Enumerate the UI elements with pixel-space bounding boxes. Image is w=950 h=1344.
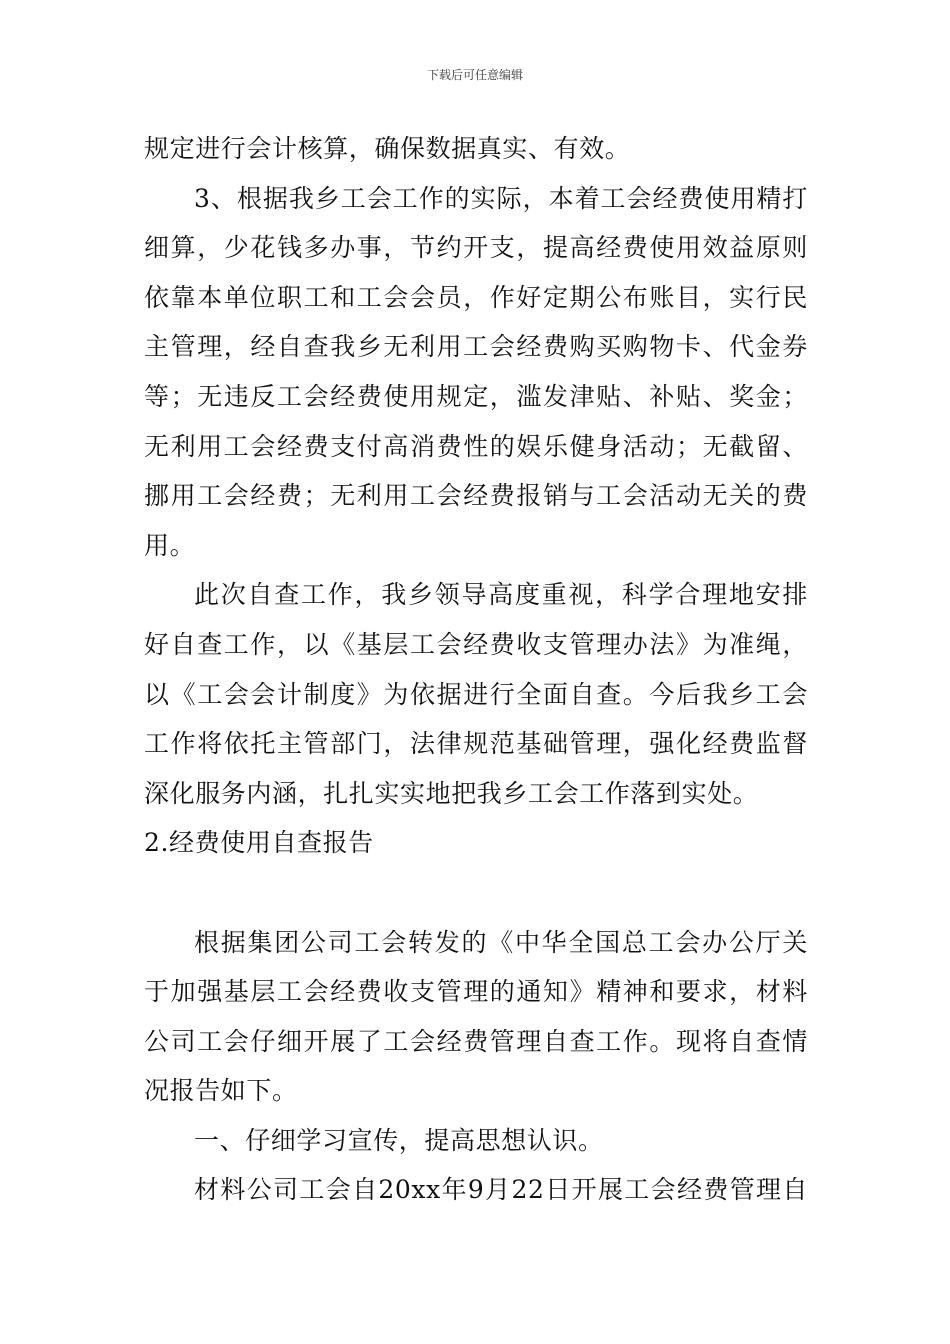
text-line: 况报告如下。: [144, 1076, 298, 1106]
text-line: 主管理，经自查我乡无利用工会经费购买购物卡、代金券: [144, 332, 808, 362]
blank-line: [144, 868, 808, 918]
text-line: 无利用工会经费支付高消费性的娱乐健身活动；无截留、: [144, 431, 808, 461]
text-line: 好自查工作，以《基层工会经费收支管理办法》为准绳，: [144, 629, 808, 659]
text-line: 用。: [144, 530, 196, 560]
text-line: 规定进行会计核算，确保数据真实、有效。: [144, 134, 631, 163]
text-line: 深化服务内涵，扎扎实实地把我乡工会工作落到实处。: [144, 778, 759, 808]
text-line: 依靠本单位职工和工会会员，作好定期公布账目，实行民: [144, 282, 808, 312]
text-line: 3、根据我乡工会工作的实际，本着工会经费使用精打: [194, 183, 808, 213]
text-line: 材料公司工会自20xx年9月22日开展工会经费管理自: [194, 1175, 808, 1205]
text-line: 等；无违反工会经费使用规定，滥发津贴、补贴、奖金；: [144, 381, 808, 411]
text-line: 公司工会仔细开展了工会经费管理自查工作。现将自查情: [144, 1026, 808, 1056]
text-line: 工作将依托主管部门，法律规范基础管理，强化经费监督: [144, 729, 808, 759]
text-line: 此次自查工作，我乡领导高度重视，科学合理地安排: [194, 580, 808, 610]
text-line: 以《工会会计制度》为依据进行全面自查。今后我乡工会: [144, 679, 808, 709]
text-line: 于加强基层工会经费收支管理的通知》精神和要求，材料: [144, 977, 808, 1007]
document-body: [144, 124, 808, 1215]
section-heading: 2.经费使用自查报告: [144, 828, 374, 858]
text-line: 细算，少花钱多办事，节约开支，提高经费使用效益原则: [144, 233, 808, 263]
text-line: 挪用工会经费；无利用工会经费报销与工会活动无关的费: [144, 481, 808, 511]
text-line: 根据集团公司工会转发的《中华全国总工会办公厅关: [194, 927, 808, 957]
subsection-heading: 一、仔细学习宣传，提高思想认识。: [194, 1125, 604, 1155]
page-header-note: 下载后可任意编辑: [426, 68, 523, 82]
